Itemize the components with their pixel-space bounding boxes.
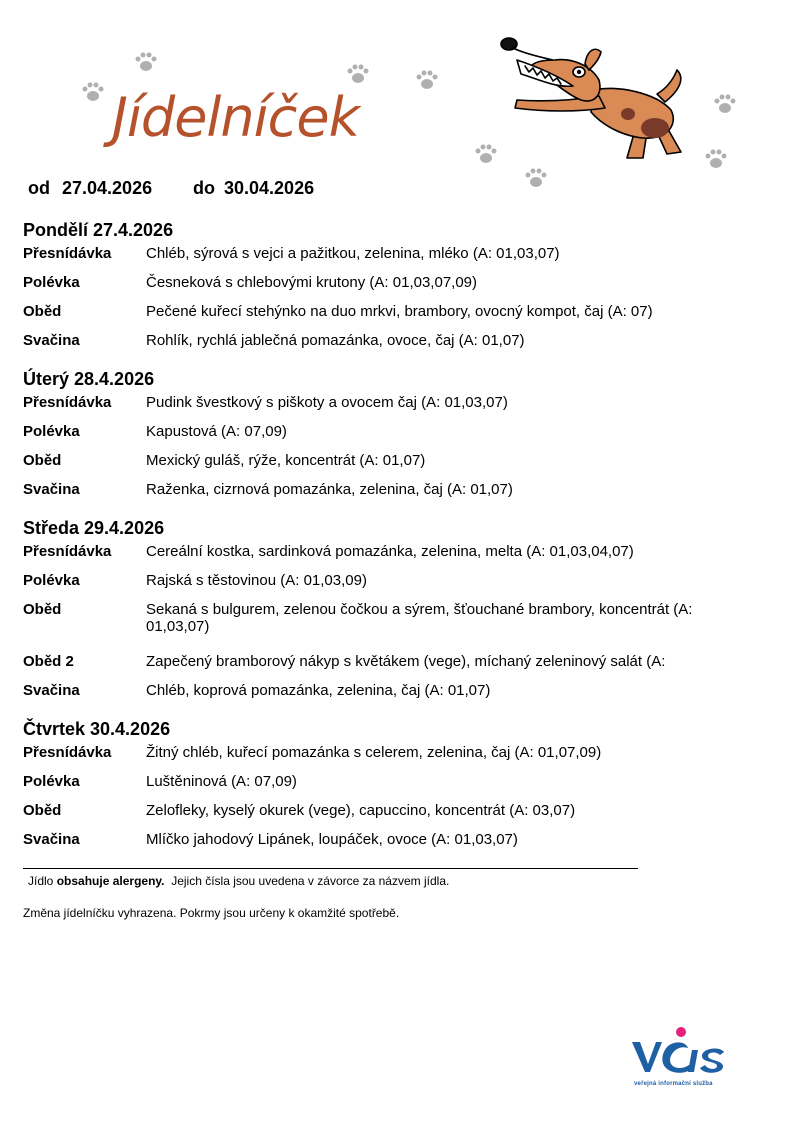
day-title: Pondělí 27.4.2026 [23, 220, 174, 240]
footer-divider [23, 868, 638, 869]
meal-row [23, 451, 723, 480]
meal-description: Zapečený bramborový nákyp s květákem (vege), míchaný zeleninový salát (A: [146, 653, 666, 670]
meal-description: Rajská s těstovinou (A: 01,03,09) [146, 572, 367, 589]
weekly-menu [23, 218, 723, 866]
meal-row [23, 830, 723, 859]
meal-description: Zelofleky, kyselý okurek (vege), capuccino, koncentrát (A: 03,07) [146, 802, 576, 819]
paw-print-icon [703, 147, 729, 171]
day-title: Čtvrtek 30.4.2026 [23, 719, 171, 739]
meal-label: Polévka [23, 572, 80, 589]
meal-label: Oběd [23, 452, 62, 469]
meal-label: Oběd 2 [23, 653, 74, 670]
meal-description: Kapustová (A: 07,09) [146, 423, 287, 440]
meal-label: Přesnídávka [23, 543, 112, 560]
meal-description: Cereální kostka, sardinková pomazánka, zelenina, melta (A: 01,03,04,07) [146, 543, 634, 560]
meal-label: Svačina [23, 332, 80, 349]
change-note: Změna jídelníčku vyhrazena. Pokrmy jsou určeny k okamžité spotřebě. [23, 906, 400, 920]
meal-label: Oběd [23, 303, 62, 320]
day-title: Středa 29.4.2026 [23, 518, 165, 538]
meal-description: Chléb, koprová pomazánka, zelenina, čaj (A: 01,07) [146, 682, 491, 699]
meal-row [23, 772, 723, 801]
date-from-label: od [28, 178, 50, 198]
meal-label: Svačina [23, 682, 80, 699]
meal-description: Sekaná s bulgurem, zelenou čočkou a sýrem, šťouchané brambory, koncentrát (A: 01,03,07) [146, 601, 693, 635]
meal-label: Polévka [23, 274, 80, 291]
meal-description: Česneková s chlebovými krutony (A: 01,03,07,09) [146, 274, 478, 291]
meal-description: Mlíčko jahodový Lipánek, loupáček, ovoce (A: 01,03,07) [146, 831, 518, 848]
meal-row [23, 743, 723, 772]
page-title: Jídelníček [112, 86, 359, 149]
allergen-note-suffix: Jejich čísla jsou uvedena v závorce za názvem jídla. [171, 874, 450, 888]
meal-description: Rohlík, rychlá jablečná pomazánka, ovoce, čaj (A: 01,07) [146, 332, 525, 349]
meal-label: Oběd [23, 802, 62, 819]
meal-description: Pečené kuřecí stehýnko na duo mrkvi, brambory, ovocný kompot, čaj (A: 07) [146, 303, 653, 320]
day-section-monday [23, 218, 723, 360]
allergen-note-bold: obsahuje alergeny. [56, 874, 165, 888]
meal-row [23, 273, 723, 302]
paw-print-icon [523, 166, 549, 190]
meal-row [23, 600, 723, 652]
meal-label: Přesnídávka [23, 394, 112, 411]
meal-description: Luštěninová (A: 07,09) [146, 773, 297, 790]
day-section-thursday [23, 717, 723, 859]
paw-print-icon [133, 50, 159, 74]
date-to-label: do [193, 178, 215, 198]
allergen-note-prefix: Jídlo [28, 874, 54, 888]
day-section-tuesday [23, 367, 723, 509]
meal-label: Svačina [23, 831, 80, 848]
meal-label: Přesnídávka [23, 245, 112, 262]
meal-description: Chléb, sýrová s vejci a pažitkou, zelenina, mléko (A: 01,03,07) [146, 245, 560, 262]
paw-print-icon [345, 62, 371, 86]
meal-label: Polévka [23, 423, 80, 440]
meal-row [23, 542, 723, 571]
day-section-wednesday [23, 516, 723, 710]
meal-row [23, 422, 723, 451]
meal-label: Přesnídávka [23, 744, 112, 761]
meal-description: Pudink švestkový s piškoty a ovocem čaj (A: 01,03,07) [146, 394, 508, 411]
meal-label: Polévka [23, 773, 80, 790]
meal-row [23, 331, 723, 360]
logo-caption: veřejná informační služba [634, 1081, 713, 1087]
meal-description: Raženka, cizrnová pomazánka, zelenina, čaj (A: 01,07) [146, 481, 513, 498]
meal-row [23, 801, 723, 830]
meal-row [23, 302, 723, 331]
date-from: 27.04.2026 [62, 178, 153, 198]
paw-print-icon [414, 68, 440, 92]
paw-print-icon [80, 80, 106, 104]
meal-label: Svačina [23, 481, 80, 498]
meal-row [23, 244, 723, 273]
day-title: Úterý 28.4.2026 [23, 369, 155, 389]
meal-row [23, 571, 723, 600]
dog-illustration [495, 30, 690, 165]
meal-description: Žitný chléb, kuřecí pomazánka s celerem, zelenina, čaj (A: 01,07,09) [146, 744, 602, 761]
meal-row [23, 393, 723, 422]
meal-row [23, 480, 723, 509]
date-to: 30.04.2026 [224, 178, 315, 198]
paw-print-icon [712, 92, 738, 116]
meal-row [23, 652, 723, 681]
meal-description: Mexický guláš, rýže, koncentrát (A: 01,07) [146, 452, 426, 469]
meal-row [23, 681, 723, 710]
allergen-note [28, 874, 449, 888]
meal-label: Oběd [23, 601, 62, 618]
